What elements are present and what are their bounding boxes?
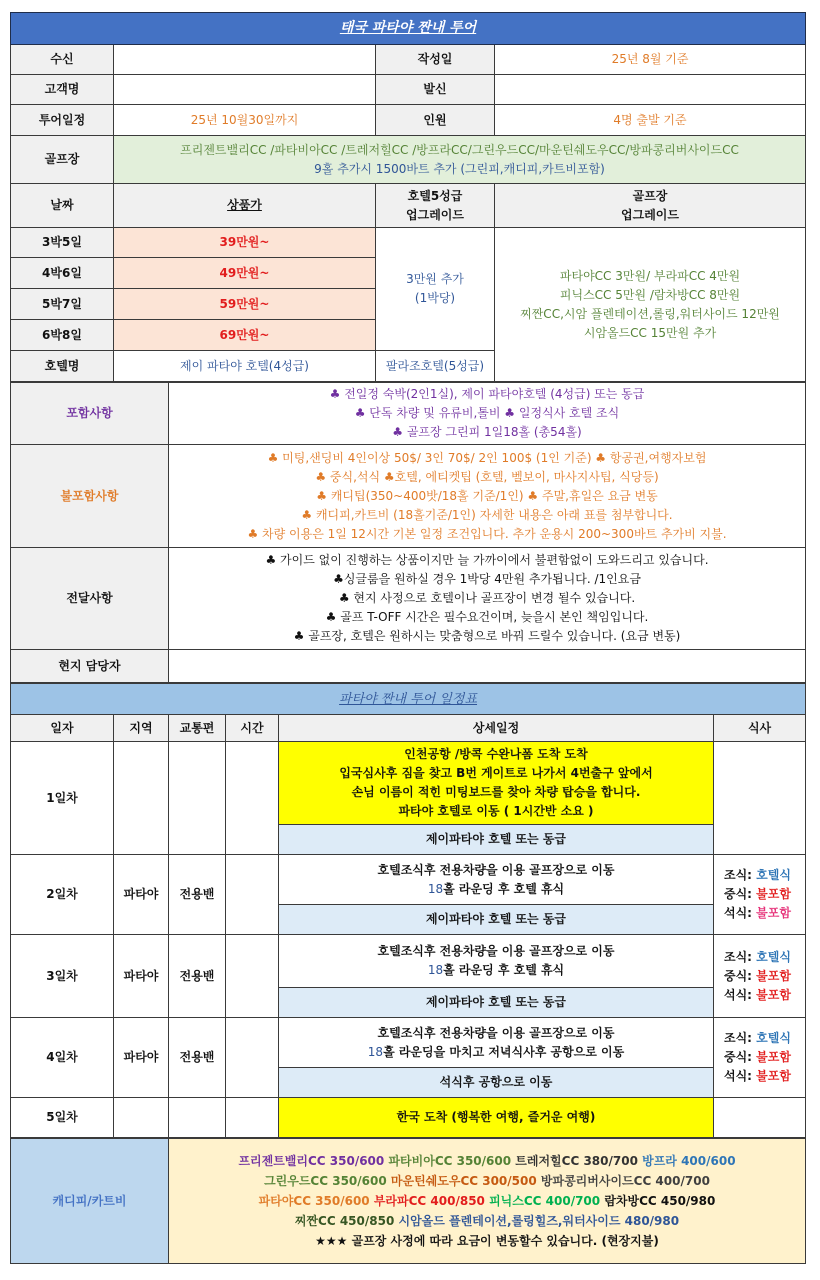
meal-value: 불포함 [756, 987, 791, 1002]
lunch [724, 1048, 801, 1067]
breakfast [724, 866, 801, 885]
meal-value: 불포함 [756, 887, 791, 901]
duration-5n7d: 5박7일 [11, 289, 114, 320]
price-3n5d: 39만원~ [114, 228, 376, 258]
hotel-4star: 제이 파타야 호텔(4성급) [114, 351, 376, 382]
excluded-item: ♣ 캐디피,카트비 (18홀기준/1인) 자세한 내용은 아래 표를 첨부합니다. [301, 507, 673, 522]
page-title: 태국 파타야 짠내 투어 [11, 13, 806, 45]
sender-label: 발신 [376, 75, 495, 105]
meal-value: 불포함 [756, 1069, 791, 1083]
local-contact-label: 현지 담당자 [11, 650, 169, 683]
quote-info-table [10, 12, 806, 382]
meal-label: 조식: [724, 1031, 757, 1045]
caddie-fee-item: 파타비아CC 350/600 [388, 1154, 516, 1168]
caddie-line-3 [173, 1191, 801, 1211]
terms-table [10, 382, 806, 683]
notice-item: ♣ 가이드 없이 진행하는 상품이지만 늘 가까이에서 불편함없이 도와드리고 있습니다. [265, 553, 709, 567]
col-price-header: 상품가 [114, 184, 376, 228]
excluded-list [169, 445, 806, 548]
duration-6n8d: 6박8일 [11, 320, 114, 351]
dinner [724, 1067, 801, 1086]
caddie-fee-item: 피닉스CC 400/700 [489, 1194, 605, 1208]
golf-upgrade-line: 찌짠CC,시암 플렌테이션,롤링,워터사이드 12만원 [520, 306, 780, 321]
day-5-time [226, 1098, 279, 1138]
schedule-title: 파타야 짠내 투어 일정표 [11, 684, 806, 715]
day-4-detail [279, 1018, 714, 1068]
dinner [724, 904, 801, 923]
detail-line-text: 홀 라운딩 후 호텔 휴식 [443, 963, 565, 977]
day-5-transport [169, 1098, 226, 1138]
caddie-fee-item: 시암올드 플렌테이션,롤링힐즈,워터사이드 480/980 [398, 1214, 680, 1228]
golf-upgrade-line: 시암올드CC 15만원 추가 [583, 325, 717, 340]
golf-upgrade-header-line2: 업그레이드 [621, 207, 679, 222]
day-4: 4일차 [11, 1018, 114, 1098]
caddie-fee-item: 람차방CC 450/980 [604, 1194, 716, 1208]
day-4-meal [714, 1018, 806, 1098]
notices-label: 전달사항 [11, 548, 169, 650]
day-1-transport [169, 742, 226, 855]
meal-value: 호텔식 [756, 949, 791, 964]
price-4n6d: 49만원~ [114, 258, 376, 289]
tour-quote-sheet [10, 12, 805, 1264]
meal-label: 중식: [724, 968, 757, 983]
meal-value: 불포함 [756, 968, 791, 983]
header-day: 일자 [11, 715, 114, 742]
included-label: 포함사항 [11, 383, 169, 445]
meal-label: 중식: [724, 887, 757, 901]
duration-4n6d: 4박6일 [11, 258, 114, 289]
meal-label: 석식: [724, 987, 757, 1002]
meal-label: 중식: [724, 1050, 757, 1064]
meal-label: 조식: [724, 868, 757, 882]
day-1: 1일차 [11, 742, 114, 855]
excluded-item: ♣ 차량 이용은 1일 12시간 기본 일정 조건입니다. 추가 운용시 200~300바트 추가비 지불. [247, 526, 727, 541]
detail-line: 호텔조식후 전용차량을 이용 골프장으로 이동 [377, 1025, 615, 1040]
detail-line [283, 961, 709, 980]
meal-label: 석식: [724, 1069, 757, 1083]
sender-value[interactable] [495, 75, 806, 105]
caddie-fee-item: 파타야CC 350/600 [258, 1194, 374, 1208]
golf-courses: 프리젠트밸리CC /파타비아CC /트레저힐CC /방프라CC/그린우드CC/마운틴쉐도우CC/방파콩리버사이드CC [180, 142, 739, 157]
col-date-header: 날짜 [11, 184, 114, 228]
day-5: 5일차 [11, 1098, 114, 1138]
notices-list [169, 548, 806, 650]
included-item: ♣ 전일정 숙박(2인1실), 제이 파타야호텔 (4성급) 또는 동급 [329, 387, 645, 401]
detail-line: 호텔조식후 전용차량을 이용 골프장으로 이동 [377, 944, 615, 958]
tour-period-value: 25년 10월30일까지 [114, 105, 376, 136]
hotel-upgrade-cell [376, 228, 495, 351]
local-contact-value[interactable] [169, 650, 806, 683]
included-item: ♣ 골프장 그린피 1일18홀 (총54홀) [392, 425, 582, 439]
lunch [724, 967, 801, 986]
detail-line-text: 홀 라운딩을 마치고 저녁식사후 공항으로 이동 [383, 1044, 625, 1059]
meal-label: 석식: [724, 906, 757, 920]
meal-label: 조식: [724, 949, 757, 964]
excluded-item: ♣ 미팅,샌딩비 4인이상 50$/ 3인 70$/ 2인 100$ (1인 기준) ♣ 항공권,여행자보험 [267, 450, 707, 465]
day-4-region: 파타야 [114, 1018, 169, 1098]
caddie-line-4 [173, 1211, 801, 1231]
recipient-label: 수신 [11, 45, 114, 75]
day-3: 3일차 [11, 935, 114, 1018]
golf-9hole-note: 9홀 추가시 1500바트 추가 (그린피,캐디피,카트비포함) [314, 161, 605, 176]
golf-upgrade-cell [495, 228, 806, 382]
meal-value: 불포함 [756, 906, 791, 920]
day-4-time [226, 1018, 279, 1098]
hotel-upgrade-header-line2: 업그레이드 [406, 207, 464, 222]
day-1-meal [714, 742, 806, 855]
schedule-table [10, 683, 806, 1138]
included-item: ♣ 단독 차량 및 유류비,톨비 ♣ 일정식사 호텔 조식 [354, 406, 620, 420]
day-3-region: 파타야 [114, 935, 169, 1018]
detail-line: 손님 이름이 적힌 미팅보드를 찾아 차량 탑승을 합니다. [351, 785, 641, 799]
meal-value: 호텔식 [756, 1031, 791, 1045]
hole-count: 18 [427, 963, 444, 977]
caddie-line-1 [173, 1151, 801, 1171]
day-5-detail: 한국 도착 (행복한 여행, 즐거운 여행) [279, 1098, 714, 1138]
day-3-transport: 전용밴 [169, 935, 226, 1018]
day-1-hotel: 제이파타야 호텔 또는 동급 [279, 825, 714, 855]
caddie-line-2 [173, 1171, 801, 1191]
meal-value: 호텔식 [756, 868, 791, 882]
excluded-item: ♣ 캐디팁(350~400밧/18홀 기준/1인) ♣ 주말,휴일은 요금 변동 [316, 488, 658, 503]
day-3-meal [714, 935, 806, 1018]
breakfast [724, 1029, 801, 1048]
col-golf-upgrade-header [495, 184, 806, 228]
excluded-label: 불포함사항 [11, 445, 169, 548]
caddie-fee-item: 찌짠CC 450/850 [294, 1214, 399, 1228]
detail-line: 인천공항 /방콕 수완나폼 도착 도착 [404, 747, 588, 761]
detail-line [283, 880, 709, 899]
breakfast [724, 948, 801, 967]
caddie-fee-label: 캐디피/카트비 [11, 1139, 169, 1264]
day-2-time [226, 855, 279, 935]
day-4-hotel: 석식후 공항으로 이동 [279, 1068, 714, 1098]
detail-line: 호텔조식후 전용차량을 이용 골프장으로 이동 [377, 862, 615, 877]
caddie-fee-item: 방프라 400/600 [642, 1154, 736, 1168]
caddie-fee-item: 마운틴쉐도우CC 300/500 [390, 1174, 541, 1188]
day-2: 2일차 [11, 855, 114, 935]
day-2-region: 파타야 [114, 855, 169, 935]
hotel-name-label: 호텔명 [11, 351, 114, 382]
excluded-item: ♣ 중식,석식 ♣호텔, 에티켓팁 (호텔, 벨보이, 마사지사팁, 식당등) [315, 469, 659, 484]
day-4-transport: 전용밴 [169, 1018, 226, 1098]
hole-count: 18 [427, 881, 444, 896]
caddie-fee-item: ★★★ 골프장 사정에 따라 요금이 변동할수 있습니다. (현장지불) [315, 1234, 659, 1248]
golf-upgrade-line: 피닉스CC 5만원 /람차방CC 8만원 [559, 287, 741, 302]
meal-value: 불포함 [756, 1050, 791, 1064]
customer-label: 고객명 [11, 75, 114, 105]
hole-count: 18 [367, 1044, 384, 1059]
tour-period-label: 투어일정 [11, 105, 114, 136]
day-2-meal [714, 855, 806, 935]
people-value: 4명 출발 기준 [495, 105, 806, 136]
detail-line [283, 1043, 709, 1062]
golf-label: 골프장 [11, 136, 114, 184]
caddie-fee-item: 그린우드CC 350/600 [264, 1174, 391, 1188]
caddie-fee-list [169, 1139, 806, 1264]
price-6n8d: 69만원~ [114, 320, 376, 351]
notice-item: ♣ 골프장, 호텔은 원하시는 맞춤형으로 바꿔 드릴수 있습니다. (요금 변동) [293, 629, 681, 643]
golf-upgrade-header-line1: 골프장 [632, 188, 668, 203]
golf-upgrade-line: 파타야CC 3만원/ 부라파CC 4만원 [559, 268, 741, 283]
duration-3n5d: 3박5일 [11, 228, 114, 258]
customer-value[interactable] [114, 75, 376, 105]
header-detail: 상세일정 [279, 715, 714, 742]
day-1-detail [279, 742, 714, 825]
header-region: 지역 [114, 715, 169, 742]
caddie-fee-item: 부라파CC 400/850 [373, 1194, 490, 1208]
day-5-meal [714, 1098, 806, 1138]
notice-item: ♣ 골프 T-OFF 시간은 필수요건이며, 늦을시 본인 책임입니다. [325, 610, 649, 624]
recipient-value[interactable] [114, 45, 376, 75]
day-3-time [226, 935, 279, 1018]
day-2-hotel: 제이파타야 호텔 또는 동급 [279, 905, 714, 935]
date-value: 25년 8월 기준 [495, 45, 806, 75]
day-2-detail [279, 855, 714, 905]
caddie-fee-item: 프리젠트밸리CC 350/600 [238, 1154, 389, 1168]
day-1-time [226, 742, 279, 855]
golf-courses-cell [114, 136, 806, 184]
header-meal: 식사 [714, 715, 806, 742]
caddie-fee-table [10, 1138, 806, 1264]
dinner [724, 986, 801, 1005]
hotel-upgrade-price: 3만원 추가 [406, 272, 464, 286]
people-label: 인원 [376, 105, 495, 136]
caddie-line-5 [173, 1231, 801, 1251]
caddie-fee-item: 방파콩리버사이드CC 400/700 [540, 1174, 710, 1188]
hotel-upgrade-header-line1: 호텔5성급 [407, 188, 463, 203]
day-2-transport: 전용밴 [169, 855, 226, 935]
detail-line: 파타야 호텔로 이동 ( 1시간반 소요 ) [398, 804, 594, 818]
notice-item: ♣싱글룸을 원하실 경우 1박당 4만원 추가됩니다. /1인요금 [333, 572, 641, 586]
caddie-fee-item: 트레저힐CC 380/700 [515, 1154, 643, 1168]
header-time: 시간 [226, 715, 279, 742]
day-3-hotel: 제이파타야 호텔 또는 동급 [279, 988, 714, 1018]
price-5n7d: 59만원~ [114, 289, 376, 320]
detail-line-text: 홀 라운딩 후 호텔 휴식 [443, 881, 565, 896]
lunch [724, 885, 801, 904]
day-1-region [114, 742, 169, 855]
day-3-detail [279, 935, 714, 988]
detail-line: 입국심사후 짐을 찾고 B번 게이트로 나가서 4번출구 앞에서 [339, 766, 653, 780]
day-5-region [114, 1098, 169, 1138]
header-transport: 교통편 [169, 715, 226, 742]
notice-item: ♣ 현지 사정으로 호텔이나 골프장이 변경 될수 있습니다. [338, 591, 636, 605]
col-hotel-upgrade-header [376, 184, 495, 228]
hotel-5star: 팔라조호텔(5성급) [376, 351, 495, 382]
hotel-upgrade-unit: (1박당) [414, 291, 456, 305]
date-label: 작성일 [376, 45, 495, 75]
included-list [169, 383, 806, 445]
